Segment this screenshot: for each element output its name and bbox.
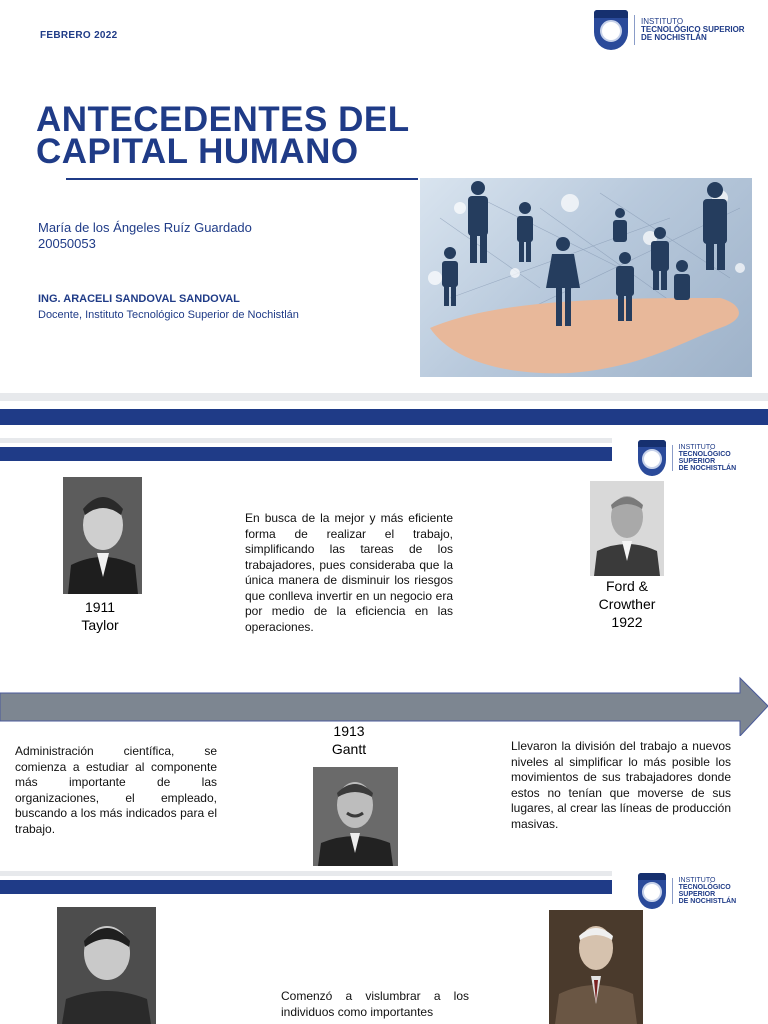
institute-logo-small [638,440,768,476]
portrait-bottom-left [57,907,156,1024]
slide3-bar-light [0,871,612,876]
institute-logo-small-2 [638,873,768,909]
shield-icon [638,873,666,909]
scientific-admin-text: Administración científica, se comienza a estudiar al componente más importante de las organizaciones, el empleado, buscando a los más indicados para el trabajo. [15,744,217,836]
logo-text: INSTITUTO TECNOLÓGICO SUPERIOR DE NOCHISTLÁN [678,444,737,472]
date-label: FEBRERO 2022 [40,30,118,41]
teacher-name: ING. ARACELI SANDOVAL SANDOVAL [38,293,240,305]
portrait-bottom-right [549,910,643,1024]
institute-logo [594,10,745,50]
ford-description: Llevaron la división del trabajo a nuevos niveles al simplificar lo más posible los movimientos de sus trabajadores donde estos no tenían que moverse de sus lugares, al crear las líneas de producción masivas. [511,739,731,831]
ford-year: 1922 [611,614,643,630]
gantt-caption [300,722,398,758]
taylor-portrait [63,477,142,594]
divider-dark [0,409,768,425]
shield-icon [594,10,628,50]
logo-text: INSTITUTO TECNOLÓGICO SUPERIOR DE NOCHISTLÁN [678,877,737,905]
ford-line1: Ford & [605,578,648,594]
gantt-name: Gantt [331,741,367,757]
taylor-caption [50,598,150,634]
shield-icon [638,440,666,476]
author-block [38,220,252,252]
taylor-year: 1911 [84,599,116,615]
teacher-role: Docente, Instituto Tecnológico Superior de Nochistlán [38,309,299,321]
logo-text: INSTITUTO TECNOLÓGICO SUPERIOR DE NOCHISTLÁN [641,17,745,42]
author-id: 20050053 [38,236,96,251]
hero-image [420,178,752,377]
taylor-name: Taylor [81,617,119,633]
author-name: María de los Ángeles Ruíz Guardado [38,220,252,235]
slide3-bar-dark [0,880,612,894]
divider-light [0,393,768,401]
ford-caption [576,577,678,631]
page-title: ANTECEDENTES DEL CAPITAL HUMANO [36,100,410,171]
slide-bar-dark [0,447,612,461]
gantt-portrait [313,767,398,866]
ford-portrait [590,481,664,576]
taylor-description: En busca de la mejor y más eficiente forma de realizar el trabajo, simplificando las tareas de los trabajadores, pues consideraba que la única manera de disminuir los riesgos que conlleva invertir en un negocio era por medio de la eficiencia en las operaciones. [245,511,453,634]
title-underline [66,178,418,180]
gantt-year: 1913 [333,723,365,739]
slide-bar-light [0,438,612,443]
ford-line2: Crowther [598,596,656,612]
bottom-description: Comenzó a vislumbrar a los individuos como importantes [281,989,469,1019]
